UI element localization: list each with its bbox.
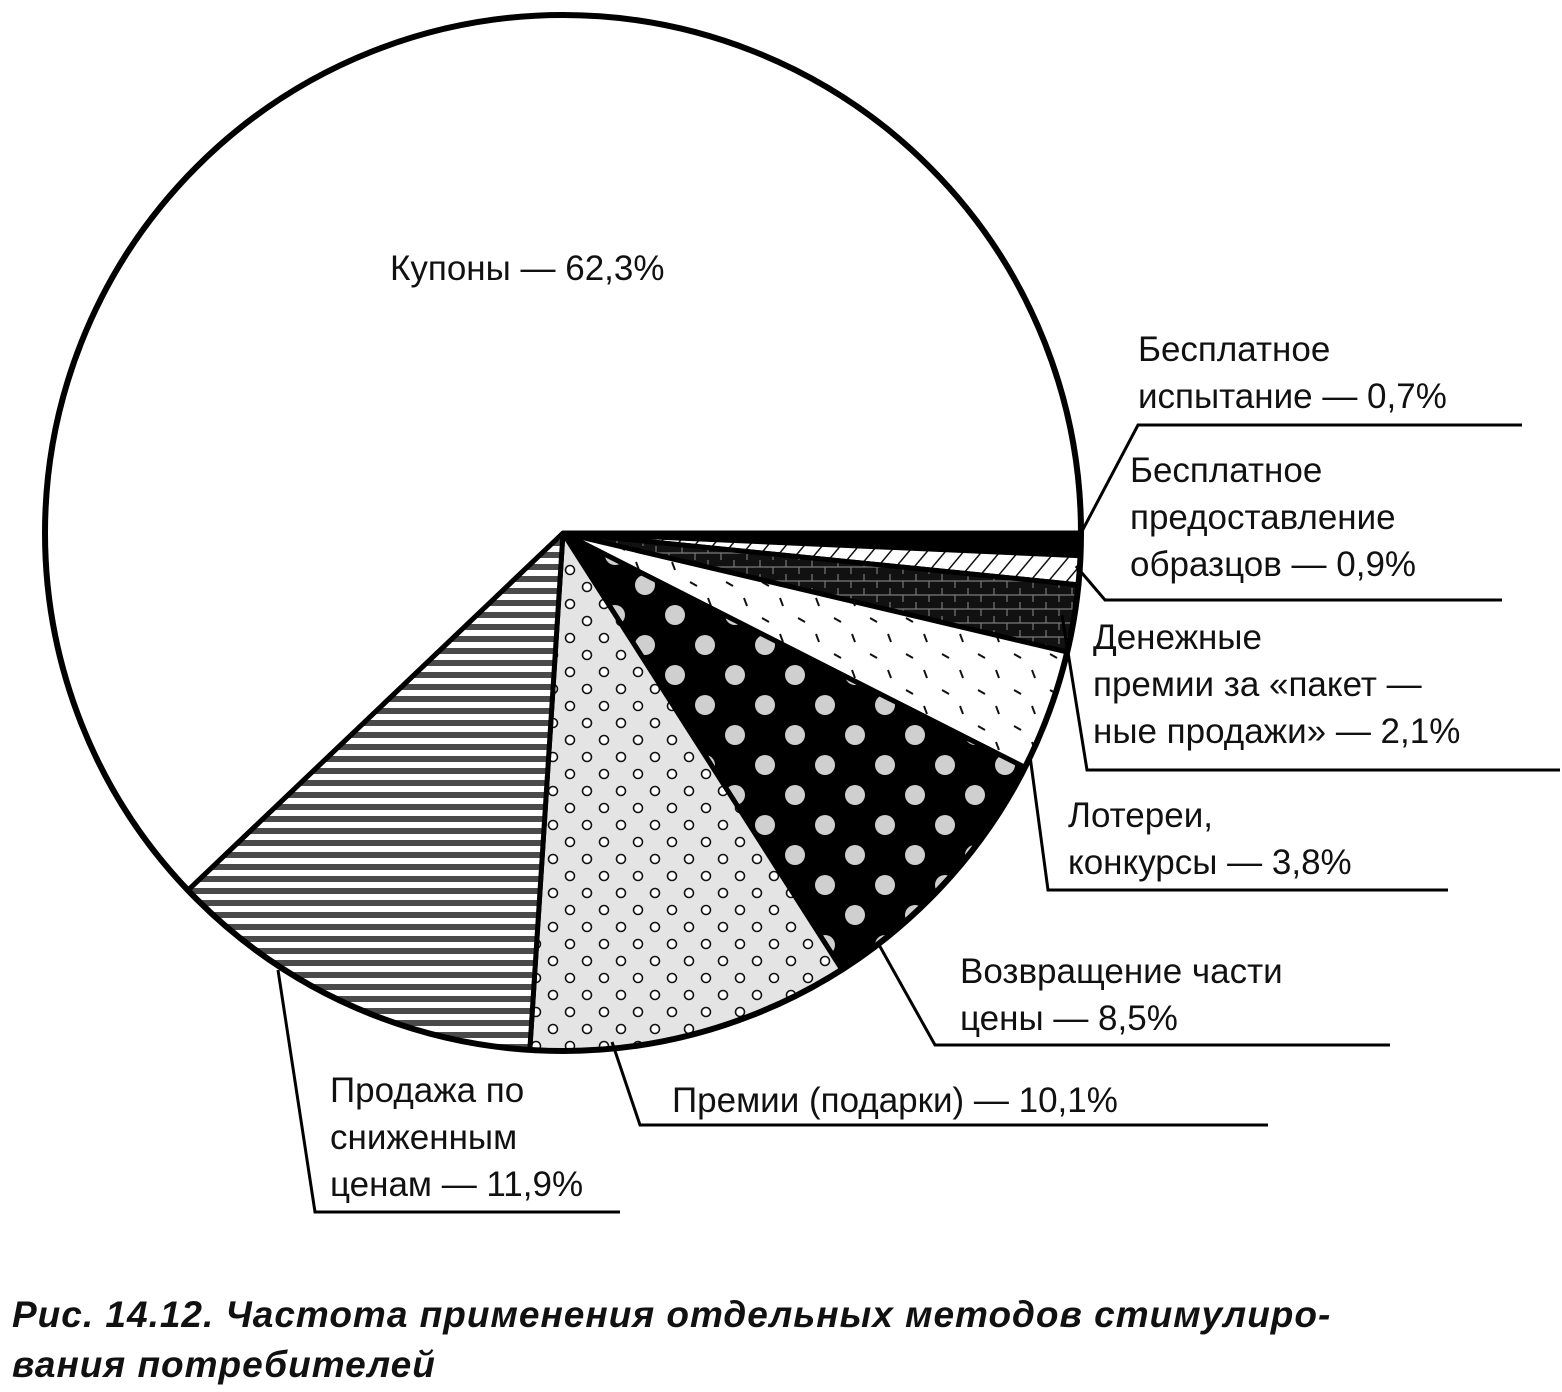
caption-line-1: Рис. 14.12. Частота применения отдельных методов стимулиро-	[12, 1294, 1332, 1335]
slice-label-discount-sale: ценам — 11,9%	[330, 1165, 584, 1204]
slice-label-cash-premiums: ные продажи» — 2,1%	[1093, 712, 1461, 751]
slice-label-free-samples: предоставление	[1130, 498, 1396, 537]
slice-label-premiums: Премии (подарки) — 10,1%	[672, 1081, 1118, 1120]
slice-label-discount-sale: Продажа по	[330, 1071, 525, 1110]
slice-label-refund: Возвращение части	[960, 952, 1283, 991]
slice-label-free-samples: Бесплатное	[1130, 451, 1323, 490]
slice-label-free-samples: образцов — 0,9%	[1130, 545, 1417, 584]
caption-line-2: вания потребителей	[12, 1344, 436, 1385]
slice-label-lotteries: конкурсы — 3,8%	[1068, 843, 1352, 882]
slice-label-refund: цены — 8,5%	[960, 999, 1178, 1038]
slice-label-cash-premiums: Денежные	[1093, 618, 1262, 657]
slice-label-cash-premiums: премии за «пакет —	[1093, 665, 1422, 704]
figure-caption	[12, 1290, 1552, 1390]
slice-label-free-trial: испытание — 0,7%	[1138, 377, 1447, 416]
slice-label-discount-sale: сниженным	[330, 1118, 518, 1157]
slice-label-coupons: Купоны — 62,3%	[390, 249, 665, 288]
slice-label-free-trial: Бесплатное	[1138, 330, 1331, 369]
slice-label-lotteries: Лотереи,	[1068, 796, 1213, 835]
